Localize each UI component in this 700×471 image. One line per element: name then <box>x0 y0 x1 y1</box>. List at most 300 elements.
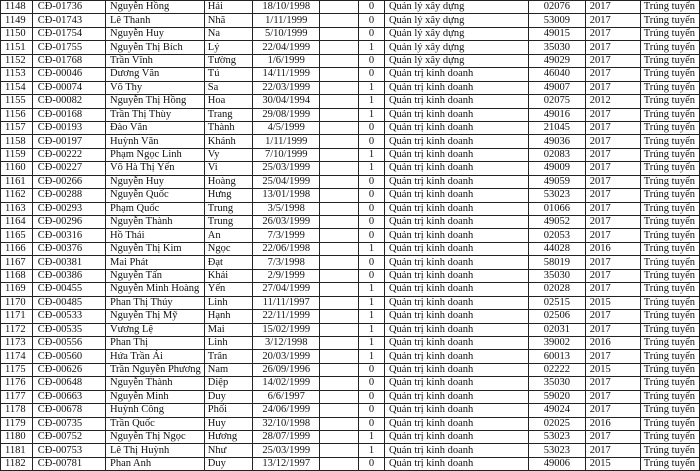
result-status: Trúng tuyển <box>640 350 699 363</box>
major: Quản trị kinh doanh <box>384 350 528 363</box>
candidate-code: CĐ-00197 <box>32 135 105 148</box>
birth-date: 7/3/1999 <box>253 229 320 242</box>
candidate-code: CĐ-00781 <box>32 457 105 470</box>
spacer-cell <box>320 283 359 296</box>
graduation-year: 2015 <box>585 296 640 309</box>
row-number: 1171 <box>1 310 33 323</box>
spacer-cell <box>320 229 359 242</box>
given-name: Nam <box>204 363 252 376</box>
birth-date: 3/5/1998 <box>253 202 320 215</box>
result-status: Trúng tuyển <box>640 256 699 269</box>
birth-date: 18/10/1998 <box>253 1 320 14</box>
family-name: Nguyễn Thị Ngọc <box>106 431 205 444</box>
spacer-cell <box>320 95 359 108</box>
result-status: Trúng tuyển <box>640 296 699 309</box>
graduation-year: 2017 <box>585 14 640 27</box>
birth-date: 28/07/1999 <box>253 431 320 444</box>
row-number: 1167 <box>1 256 33 269</box>
candidate-code: CĐ-00222 <box>32 148 105 161</box>
school-code: 49036 <box>528 135 585 148</box>
family-name: Võ Hà Thị Yến <box>106 162 205 175</box>
gender-flag: 1 <box>359 296 385 309</box>
birth-date: 1/11/1999 <box>253 14 320 27</box>
graduation-year: 2017 <box>585 229 640 242</box>
family-name: Trần Nguyễn Phương <box>106 363 205 376</box>
spacer-cell <box>320 175 359 188</box>
spacer-cell <box>320 336 359 349</box>
spacer-cell <box>320 216 359 229</box>
birth-date: 3/12/1998 <box>253 336 320 349</box>
spacer-cell <box>320 108 359 121</box>
graduation-year: 2017 <box>585 444 640 457</box>
school-code: 02076 <box>528 1 585 14</box>
gender-flag: 0 <box>359 175 385 188</box>
candidate-code: CĐ-01768 <box>32 54 105 67</box>
table-row <box>1 229 700 242</box>
school-code: 44028 <box>528 242 585 255</box>
family-name: Đào Văn <box>106 121 205 134</box>
table-row <box>1 390 700 403</box>
result-status: Trúng tuyển <box>640 323 699 336</box>
spacer-cell <box>320 121 359 134</box>
family-name: Nguyễn Quốc <box>106 189 205 202</box>
major: Quản trị kinh doanh <box>384 216 528 229</box>
row-number: 1175 <box>1 363 33 376</box>
major: Quản trị kinh doanh <box>384 336 528 349</box>
school-code: 02028 <box>528 283 585 296</box>
row-number: 1174 <box>1 350 33 363</box>
row-number: 1152 <box>1 54 33 67</box>
gender-flag: 0 <box>359 269 385 282</box>
birth-date: 11/11/1997 <box>253 296 320 309</box>
candidate-code: CĐ-00678 <box>32 404 105 417</box>
birth-date: 26/03/1999 <box>253 216 320 229</box>
gender-flag: 0 <box>359 202 385 215</box>
row-number: 1164 <box>1 216 33 229</box>
candidate-code: CĐ-00227 <box>32 162 105 175</box>
school-code: 49029 <box>528 54 585 67</box>
table-row <box>1 27 700 40</box>
result-status: Trúng tuyển <box>640 135 699 148</box>
birth-date: 22/11/1999 <box>253 310 320 323</box>
major: Quản trị kinh doanh <box>384 296 528 309</box>
candidate-code: CĐ-00288 <box>32 189 105 202</box>
family-name: Phạm Quốc <box>106 202 205 215</box>
candidate-code: CĐ-00556 <box>32 336 105 349</box>
major: Quản trị kinh doanh <box>384 457 528 470</box>
result-status: Trúng tuyển <box>640 1 699 14</box>
family-name: Nguyễn Tấn <box>106 269 205 282</box>
graduation-year: 2016 <box>585 242 640 255</box>
result-status: Trúng tuyển <box>640 390 699 403</box>
major: Quản trị kinh doanh <box>384 363 528 376</box>
major: Quản trị kinh doanh <box>384 121 528 134</box>
birth-date: 4/5/1999 <box>253 121 320 134</box>
given-name: Hương <box>204 431 252 444</box>
row-number: 1181 <box>1 444 33 457</box>
table-row <box>1 431 700 444</box>
given-name: Mai <box>204 323 252 336</box>
table-row <box>1 457 700 470</box>
result-status: Trúng tuyển <box>640 202 699 215</box>
major: Quản trị kinh doanh <box>384 269 528 282</box>
gender-flag: 0 <box>359 229 385 242</box>
birth-date: 6/6/1997 <box>253 390 320 403</box>
result-status: Trúng tuyển <box>640 189 699 202</box>
row-number: 1178 <box>1 404 33 417</box>
spacer-cell <box>320 202 359 215</box>
result-status: Trúng tuyển <box>640 108 699 121</box>
spacer-cell <box>320 390 359 403</box>
spacer-cell <box>320 148 359 161</box>
gender-flag: 1 <box>359 108 385 121</box>
row-number: 1168 <box>1 269 33 282</box>
result-status: Trúng tuyển <box>640 363 699 376</box>
school-code: 02515 <box>528 296 585 309</box>
row-number: 1157 <box>1 121 33 134</box>
table-row <box>1 14 700 27</box>
family-name: Trần Quốc <box>106 417 205 430</box>
table-row <box>1 54 700 67</box>
school-code: 35030 <box>528 269 585 282</box>
graduation-year: 2016 <box>585 417 640 430</box>
result-status: Trúng tuyển <box>640 121 699 134</box>
row-number: 1158 <box>1 135 33 148</box>
table-row <box>1 108 700 121</box>
family-name: Mai Phát <box>106 256 205 269</box>
candidate-code: CĐ-00293 <box>32 202 105 215</box>
result-status: Trúng tuyển <box>640 417 699 430</box>
row-number: 1161 <box>1 175 33 188</box>
gender-flag: 0 <box>359 68 385 81</box>
gender-flag: 0 <box>359 27 385 40</box>
major: Quản trị kinh doanh <box>384 242 528 255</box>
table-row <box>1 1 700 14</box>
table-row <box>1 336 700 349</box>
major: Quản lý xây dựng <box>384 41 528 54</box>
graduation-year: 2012 <box>585 95 640 108</box>
given-name: Diệp <box>204 377 252 390</box>
gender-flag: 1 <box>359 350 385 363</box>
row-number: 1169 <box>1 283 33 296</box>
table-row <box>1 363 700 376</box>
given-name: Sa <box>204 81 252 94</box>
school-code: 49052 <box>528 216 585 229</box>
result-status: Trúng tuyển <box>640 54 699 67</box>
graduation-year: 2017 <box>585 269 640 282</box>
given-name: An <box>204 229 252 242</box>
family-name: Nguyễn Hồng <box>106 1 205 14</box>
family-name: Hứa Trần Ái <box>106 350 205 363</box>
candidate-code: CĐ-00735 <box>32 417 105 430</box>
table-row <box>1 135 700 148</box>
major: Quản trị kinh doanh <box>384 310 528 323</box>
gender-flag: 0 <box>359 1 385 14</box>
candidate-code: CĐ-00316 <box>32 229 105 242</box>
result-status: Trúng tuyển <box>640 283 699 296</box>
given-name: Hạnh <box>204 310 252 323</box>
given-name: Khải <box>204 269 252 282</box>
spacer-cell <box>320 404 359 417</box>
family-name: Lê Thanh <box>106 14 205 27</box>
gender-flag: 0 <box>359 363 385 376</box>
given-name: Tường <box>204 54 252 67</box>
major: Quản trị kinh doanh <box>384 108 528 121</box>
table-row <box>1 296 700 309</box>
gender-flag: 1 <box>359 310 385 323</box>
candidate-code: CĐ-00648 <box>32 377 105 390</box>
school-code: 02083 <box>528 148 585 161</box>
spacer-cell <box>320 377 359 390</box>
candidate-code: CĐ-00485 <box>32 296 105 309</box>
spacer-cell <box>320 363 359 376</box>
family-name: Phạm Ngọc Linh <box>106 148 205 161</box>
candidate-code: CĐ-00560 <box>32 350 105 363</box>
table-row <box>1 148 700 161</box>
spacer-cell <box>320 417 359 430</box>
spacer-cell <box>320 1 359 14</box>
given-name: Trân <box>204 350 252 363</box>
table-row <box>1 269 700 282</box>
table-row <box>1 216 700 229</box>
row-number: 1149 <box>1 14 33 27</box>
family-name: Võ Thy <box>106 81 205 94</box>
graduation-year: 2017 <box>585 283 640 296</box>
spacer-cell <box>320 256 359 269</box>
family-name: Trần Thị Thùy <box>106 108 205 121</box>
gender-flag: 1 <box>359 283 385 296</box>
major: Quản lý xây dựng <box>384 54 528 67</box>
candidate-code: CĐ-00386 <box>32 269 105 282</box>
graduation-year: 2017 <box>585 189 640 202</box>
spacer-cell <box>320 457 359 470</box>
graduation-year: 2016 <box>585 336 640 349</box>
spacer-cell <box>320 444 359 457</box>
graduation-year: 2017 <box>585 431 640 444</box>
family-name: Phan Thị Thúy <box>106 296 205 309</box>
birth-date: 1/6/1999 <box>253 54 320 67</box>
spacer-cell <box>320 189 359 202</box>
birth-date: 30/04/1994 <box>253 95 320 108</box>
table-row <box>1 189 700 202</box>
given-name: Linh <box>204 296 252 309</box>
given-name: Nhã <box>204 14 252 27</box>
major: Quản trị kinh doanh <box>384 175 528 188</box>
spacer-cell <box>320 68 359 81</box>
graduation-year: 2017 <box>585 81 640 94</box>
spacer-cell <box>320 323 359 336</box>
given-name: Lý <box>204 41 252 54</box>
result-status: Trúng tuyển <box>640 68 699 81</box>
row-number: 1173 <box>1 336 33 349</box>
gender-flag: 1 <box>359 323 385 336</box>
birth-date: 25/04/1999 <box>253 175 320 188</box>
candidate-code: CĐ-01736 <box>32 1 105 14</box>
row-number: 1148 <box>1 1 33 14</box>
candidate-code: CĐ-01743 <box>32 14 105 27</box>
result-status: Trúng tuyển <box>640 27 699 40</box>
major: Quản trị kinh doanh <box>384 68 528 81</box>
table-row <box>1 350 700 363</box>
table-row <box>1 256 700 269</box>
graduation-year: 2015 <box>585 457 640 470</box>
birth-date: 26/09/1996 <box>253 363 320 376</box>
candidate-code: CĐ-00193 <box>32 121 105 134</box>
candidate-code: CĐ-00535 <box>32 323 105 336</box>
result-status: Trúng tuyển <box>640 431 699 444</box>
candidate-code: CĐ-00752 <box>32 431 105 444</box>
school-code: 49024 <box>528 404 585 417</box>
spacer-cell <box>320 14 359 27</box>
given-name: Thành <box>204 121 252 134</box>
row-number: 1162 <box>1 189 33 202</box>
gender-flag: 0 <box>359 135 385 148</box>
candidate-code: CĐ-00074 <box>32 81 105 94</box>
graduation-year: 2017 <box>585 350 640 363</box>
candidate-code: CĐ-00266 <box>32 175 105 188</box>
major: Quản trị kinh doanh <box>384 417 528 430</box>
school-code: 01066 <box>528 202 585 215</box>
candidate-code: CĐ-00082 <box>32 95 105 108</box>
major: Quản trị kinh doanh <box>384 189 528 202</box>
candidate-code: CĐ-00753 <box>32 444 105 457</box>
given-name: Yến <box>204 283 252 296</box>
spacer-cell <box>320 350 359 363</box>
school-code: 02075 <box>528 95 585 108</box>
row-number: 1179 <box>1 417 33 430</box>
birth-date: 20/03/1999 <box>253 350 320 363</box>
table-row <box>1 68 700 81</box>
spacer-cell <box>320 135 359 148</box>
graduation-year: 2017 <box>585 148 640 161</box>
result-status: Trúng tuyển <box>640 457 699 470</box>
given-name: Phối <box>204 404 252 417</box>
row-number: 1165 <box>1 229 33 242</box>
table-row <box>1 310 700 323</box>
row-number: 1156 <box>1 108 33 121</box>
given-name: Trang <box>204 108 252 121</box>
result-status: Trúng tuyển <box>640 81 699 94</box>
given-name: Tú <box>204 68 252 81</box>
result-status: Trúng tuyển <box>640 242 699 255</box>
birth-date: 14/11/1999 <box>253 68 320 81</box>
table-row <box>1 162 700 175</box>
school-code: 02031 <box>528 323 585 336</box>
spacer-cell <box>320 81 359 94</box>
gender-flag: 1 <box>359 41 385 54</box>
row-number: 1182 <box>1 457 33 470</box>
birth-date: 15/02/1999 <box>253 323 320 336</box>
result-status: Trúng tuyển <box>640 377 699 390</box>
graduation-year: 2017 <box>585 310 640 323</box>
major: Quản lý xây dựng <box>384 27 528 40</box>
candidate-code: CĐ-00376 <box>32 242 105 255</box>
given-name: Vi <box>204 162 252 175</box>
family-name: Nguyễn Huy <box>106 27 205 40</box>
birth-date: 22/03/1999 <box>253 81 320 94</box>
graduation-year: 2017 <box>585 121 640 134</box>
given-name: Huy <box>204 417 252 430</box>
birth-date: 13/01/1998 <box>253 189 320 202</box>
gender-flag: 1 <box>359 95 385 108</box>
spacer-cell <box>320 41 359 54</box>
given-name: Duy <box>204 457 252 470</box>
given-name: Hưng <box>204 189 252 202</box>
candidate-code: CĐ-00663 <box>32 390 105 403</box>
graduation-year: 2017 <box>585 27 640 40</box>
result-status: Trúng tuyển <box>640 162 699 175</box>
graduation-year: 2017 <box>585 162 640 175</box>
given-name: Ngọc <box>204 242 252 255</box>
family-name: Nguyễn Thị Kim <box>106 242 205 255</box>
table-row <box>1 323 700 336</box>
given-name: Trung <box>204 216 252 229</box>
result-status: Trúng tuyển <box>640 14 699 27</box>
spacer-cell <box>320 27 359 40</box>
major: Quản lý xây dựng <box>384 14 528 27</box>
given-name: Trung <box>204 202 252 215</box>
given-name: Hải <box>204 1 252 14</box>
given-name: Na <box>204 27 252 40</box>
graduation-year: 2015 <box>585 363 640 376</box>
family-name: Lê Thị Huỳnh <box>106 444 205 457</box>
result-status: Trúng tuyển <box>640 310 699 323</box>
table-row <box>1 404 700 417</box>
row-number: 1153 <box>1 68 33 81</box>
candidate-code: CĐ-00296 <box>32 216 105 229</box>
family-name: Phan Anh <box>106 457 205 470</box>
family-name: Huỳnh Văn <box>106 135 205 148</box>
family-name: Trần Vĩnh <box>106 54 205 67</box>
family-name: Phan Thị <box>106 336 205 349</box>
candidate-code: CĐ-00455 <box>32 283 105 296</box>
birth-date: 7/10/1999 <box>253 148 320 161</box>
birth-date: 29/08/1999 <box>253 108 320 121</box>
major: Quản trị kinh doanh <box>384 431 528 444</box>
family-name: Nguyễn Minh <box>106 390 205 403</box>
table-row <box>1 444 700 457</box>
school-code: 59020 <box>528 390 585 403</box>
row-number: 1154 <box>1 81 33 94</box>
school-code: 39002 <box>528 336 585 349</box>
graduation-year: 2017 <box>585 41 640 54</box>
school-code: 02053 <box>528 229 585 242</box>
school-code: 49015 <box>528 27 585 40</box>
table-row <box>1 377 700 390</box>
candidate-code: CĐ-00046 <box>32 68 105 81</box>
result-status: Trúng tuyển <box>640 41 699 54</box>
school-code: 46040 <box>528 68 585 81</box>
gender-flag: 0 <box>359 390 385 403</box>
school-code: 02506 <box>528 310 585 323</box>
birth-date: 25/03/1999 <box>253 444 320 457</box>
gender-flag: 0 <box>359 256 385 269</box>
given-name: Duy <box>204 390 252 403</box>
school-code: 49007 <box>528 81 585 94</box>
spacer-cell <box>320 162 359 175</box>
family-name: Hồ Thái <box>106 229 205 242</box>
graduation-year: 2017 <box>585 175 640 188</box>
birth-date: 14/02/1999 <box>253 377 320 390</box>
birth-date: 22/06/1998 <box>253 242 320 255</box>
row-number: 1151 <box>1 41 33 54</box>
major: Quản trị kinh doanh <box>384 148 528 161</box>
row-number: 1176 <box>1 377 33 390</box>
spacer-cell <box>320 54 359 67</box>
table-row <box>1 175 700 188</box>
school-code: 58019 <box>528 256 585 269</box>
table-row <box>1 283 700 296</box>
